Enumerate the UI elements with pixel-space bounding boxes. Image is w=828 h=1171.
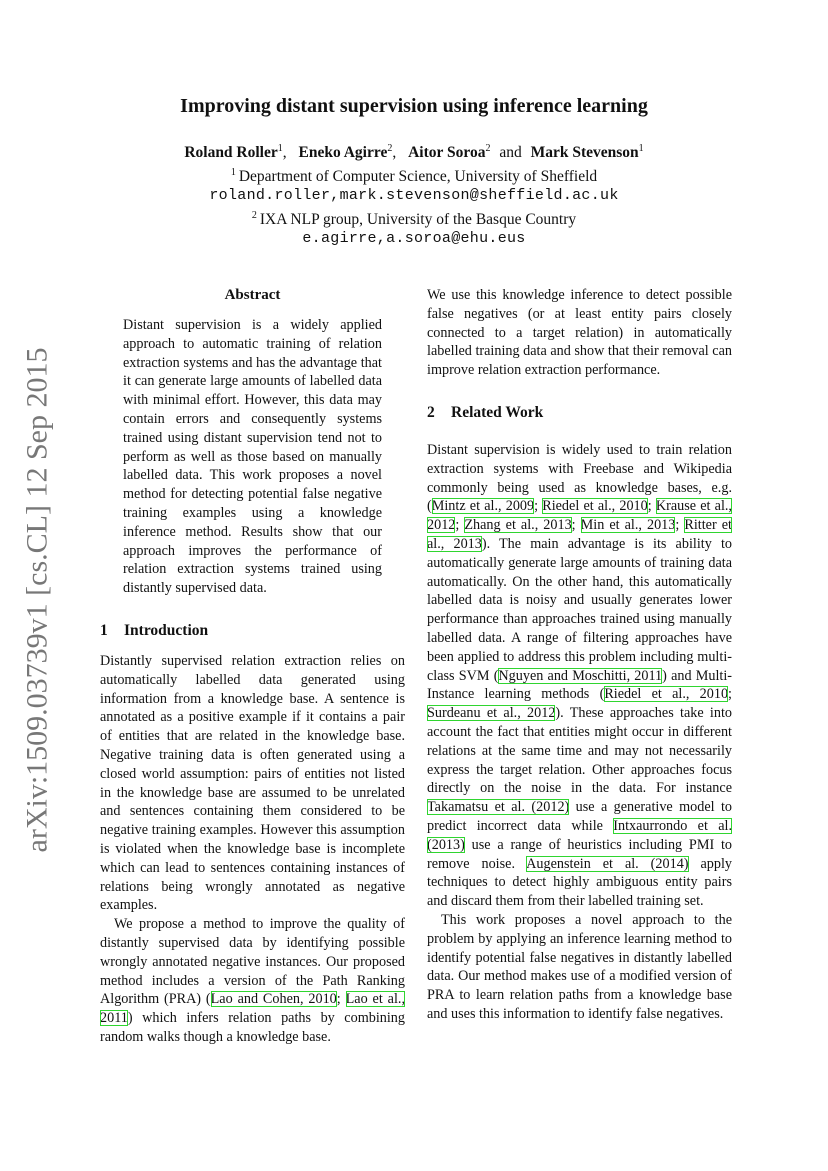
abstract-heading: Abstract	[224, 287, 281, 303]
author-affiliation-mark: 2	[485, 143, 491, 154]
paragraph-text: ;	[647, 498, 656, 515]
paragraph-text: ). The main advantage is its ability to automatically generate large amounts of training data automatically. On the other hand, this automatically labelled data is noisy and usually generates lower performance than approaches trained using manually labelled data. A range of filtering approaches have been applied to address this problem including multi-class SVM (	[427, 535, 732, 684]
affiliation-mark: 1	[230, 166, 236, 178]
author-name: Mark Stevenson	[530, 144, 639, 161]
citation-link[interactable]: Mintz et al., 2009	[431, 498, 535, 515]
paragraph-text: ;	[534, 498, 543, 515]
abstract-text: Distant supervision is a widely applied approach to automatic training of relation extraction systems and has the advantage that it can generate large amounts of labelled data with minimal effort. However, this data may contain errors and consequently systems trained using distant supervision tend not to perform as well as those based on manually labelled data. This work proposes a novel method for detecting potential false negative training examples using a knowledge inference method. Results show that our approach improves the performance of relation extraction systems trained using distantly supervised data.	[123, 317, 382, 597]
affiliation-name: Department of Computer Science, University of Sheffield	[238, 167, 598, 185]
paragraph-text: ) which infers relation paths by combining random walks though a knowledge base.	[100, 1010, 405, 1045]
citation-link[interactable]: Augenstein et al. (2014)	[526, 855, 689, 872]
author-conjunction: and	[499, 144, 522, 161]
affiliation-mark: 2	[251, 209, 257, 221]
author-affiliation-mark: 1	[277, 143, 283, 154]
section-heading-introduction	[100, 622, 405, 640]
citation-link[interactable]: Riedel et al., 2010	[542, 498, 648, 515]
paragraph-text: Distant supervision is widely used to train relation extraction systems with Freebase and Wikipedia commonly being used as knowledge bases, e.g. (	[427, 441, 732, 515]
paragraph-text: ). These approaches take into account the fact that entities might occur in different relations at the same time and may not necessarily express the target relation. Other approaches focus directly on the noise in the data. For instance	[427, 705, 733, 797]
author-separator: ,	[282, 144, 287, 161]
paragraph-text: ;	[455, 517, 465, 534]
section-number: 2	[427, 403, 435, 421]
citation-link[interactable]: Min et al., 2013	[580, 517, 676, 534]
left-column	[100, 286, 405, 1047]
related-work-paragraph: This work proposes a novel approach to the problem by applying an inference learning method to identify potential false negatives in distantly labelled data. Our method makes use of a modified version of PRA to learn relation paths from a knowledge base and uses this information to identify false negatives.	[427, 911, 732, 1022]
section-number: 1	[100, 621, 108, 639]
right-column	[427, 286, 732, 1024]
paragraph-text: ;	[728, 686, 732, 703]
arxiv-identifier-stamp	[12, 347, 62, 853]
section-title: Introduction	[124, 621, 209, 639]
citation-link[interactable]: Ritter et al., 2013	[427, 517, 732, 552]
paragraph-text: ;	[336, 991, 346, 1008]
author-block	[0, 143, 828, 249]
citation-link[interactable]: Lao and Cohen, 2010	[210, 991, 337, 1008]
paragraph-text: ;	[571, 517, 581, 534]
affiliation	[0, 163, 828, 187]
body-paragraph: We use this knowledge inference to detect possible false negatives (or at least entity pairs closely connected to a target relation) in automatically labelled training data and show that their removal can improve relation extraction performance.	[427, 287, 732, 379]
paragraph-text: ;	[675, 517, 685, 534]
citation-link[interactable]: Krause et al., 2012	[427, 498, 732, 534]
citation-link[interactable]: Zhang et al., 2013	[464, 517, 572, 534]
paragraph-text: use a generative model to predict incorrect data while	[427, 799, 732, 834]
author-affiliation-mark: 1	[638, 143, 644, 154]
paragraph-text: apply techniques to detect highly ambiguous entity pairs and discard them from their labelled training set.	[427, 855, 732, 910]
author-separator: ,	[392, 144, 397, 161]
section-title: Related Work	[451, 403, 544, 421]
paragraph-text: use a range of heuristics including PMI to remove noise.	[427, 836, 732, 872]
affiliation	[0, 206, 828, 230]
citation-link[interactable]: Takamatsu et al. (2012)	[427, 799, 570, 816]
paragraph-text: ) and Multi-Instance learning methods (	[427, 667, 732, 703]
author-name: Aitor Soroa	[408, 144, 486, 161]
author-list	[0, 143, 828, 163]
author-name: Eneko Agirre	[298, 144, 388, 161]
citation-link[interactable]: Riedel et al., 2010	[604, 686, 729, 703]
affiliation-name: IXA NLP group, University of the Basque Country	[259, 210, 577, 228]
affiliation-email: roland.roller,mark.stevenson@sheffield.ac.uk	[209, 187, 619, 204]
citation-link[interactable]: Nguyen and Moschitti, 2011	[498, 667, 663, 684]
arxiv-identifier-text: arXiv:1509.03739v1 [cs.CL] 12 Sep 2015	[20, 347, 54, 853]
section-heading-related-work	[427, 404, 732, 422]
intro-paragraph: Distantly supervised relation extraction relies on automatically labelled data generated using information from a knowledge base. A sentence is annotated as a positive example if it contains a pair of entities that are related in the knowledge base. Negative training data is often generated using a closed world assumption: pairs of entities not listed in the knowledge base are assumed to be unrelated and sentences containing them considered to be negative training examples. However this assumption is violated when the knowledge base is incomplete which can lead to sentences containing instances of relations being wrongly annotated as negative examples.	[100, 652, 405, 914]
paper-title: Improving distant supervision using inference learning	[180, 95, 648, 117]
related-work-paragraph	[427, 441, 732, 911]
citation-link[interactable]: Intxaurrondo et al. (2013)	[427, 817, 733, 853]
paragraph-text: We propose a method to improve the quality of distantly supervised data by identifying possible wrongly annotated negative instances. Our proposed method includes a version of the Path Ranking Algorithm (PRA) (	[100, 916, 405, 1008]
author-affiliation-mark: 2	[387, 143, 393, 154]
affiliation-email: e.agirre,a.soroa@ehu.eus	[302, 230, 526, 247]
citation-link[interactable]: Lao et al., 2011	[100, 991, 405, 1027]
citation-link[interactable]: Surdeanu et al., 2012	[427, 705, 556, 722]
intro-paragraph	[100, 915, 405, 1047]
author-name: Roland Roller	[184, 144, 278, 161]
